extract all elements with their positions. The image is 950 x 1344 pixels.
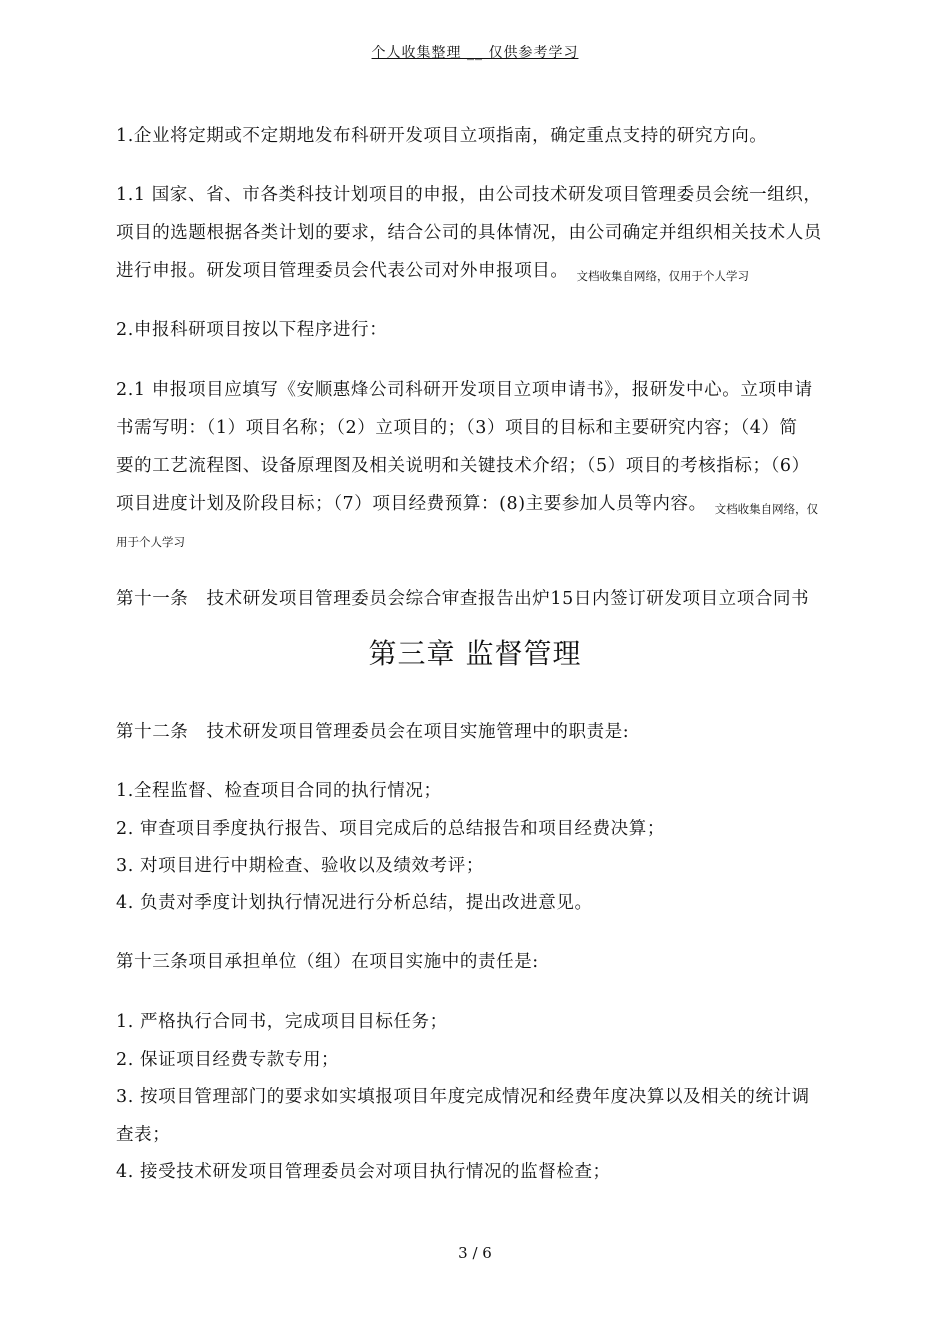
paragraph-1-1-line-2: 项目的选题根据各类计划的要求，结合公司的具体情况，由公司确定并组织相关技术人员 (116, 223, 822, 243)
article-11: 第十一条 技术研发项目管理委员会综合审查报告出炉15日内签订研发项目立项合同书 (116, 589, 810, 609)
paragraph-2-1-line-3: 要的工艺流程图、设备原理图及相关说明和关键技术介绍；（5）项目的考核指标；（6） (116, 456, 810, 476)
duty-item: 1.全程监督、检查项目合同的执行情况； (116, 781, 442, 801)
duty-item: 4. 负责对季度计划执行情况进行分析总结，提出改进意见。 (116, 893, 593, 913)
paragraph-2-1-text: 项目进度计划及阶段目标；（7）项目经费预算：(8)主要参加人员等内容。 (116, 494, 707, 514)
page-number: 3 / 6 (458, 1244, 492, 1262)
watermark-note-b: 用于个人学习 (116, 535, 185, 549)
watermark-note-a: 文档收集自网络，仅 (714, 502, 819, 516)
paragraph-2-1-line-2: 书需写明：（1）项目名称；（2）立项目的；（3）项目的目标和主要研究内容；（4）简 (116, 418, 798, 438)
responsibility-item: 4. 接受技术研发项目管理委员会对项目执行情况的监督检查； (116, 1162, 611, 1182)
duty-item: 2. 审查项目季度执行报告、项目完成后的总结报告和项目经费决算； (116, 819, 665, 839)
paragraph-1: 1.企业将定期或不定期地发布科研开发项目立项指南，确定重点支持的研究方向。 (116, 126, 768, 146)
paragraph-2: 2.申报科研项目按以下程序进行： (116, 320, 388, 340)
paragraph-1-1-line-3 (116, 257, 749, 282)
responsibility-item: 2. 保证项目经费专款专用； (116, 1050, 340, 1070)
duty-item: 3. 对项目进行中期检查、验收以及绩效考评； (116, 856, 484, 876)
responsibility-item-continued: 查表； (116, 1125, 171, 1145)
article-13: 第十三条项目承担单位（组）在项目实施中的责任是: (116, 952, 539, 972)
paragraph-1-1-text: 进行申报。研发项目管理委员会代表公司对外申报项目。 (116, 261, 569, 281)
article-12: 第十二条 技术研发项目管理委员会在项目实施管理中的职责是: (116, 722, 630, 742)
responsibility-item: 3. 按项目管理部门的要求如实填报项目年度完成情况和经费年度决算以及相关的统计调 (116, 1087, 810, 1107)
watermark-note: 文档收集自网络，仅用于个人学习 (576, 269, 749, 283)
paragraph-2-1-line-1: 2.1 申报项目应填写《安顺惠烽公司科研开发项目立项申请书》，报研发中心。立项申请 (116, 380, 813, 400)
responsibility-item: 1. 严格执行合同书，完成项目目标任务； (116, 1012, 448, 1032)
page-header: 个人收集整理 __ 仅供参考学习 (371, 45, 579, 61)
paragraph-1-1-line-1: 1.1 国家、省、市各类科技计划项目的申报，由公司技术研发项目管理委员会统一组织， (116, 185, 822, 205)
paragraph-2-1-line-4 (116, 490, 818, 515)
chapter-title: 第三章 监督管理 (368, 637, 582, 670)
